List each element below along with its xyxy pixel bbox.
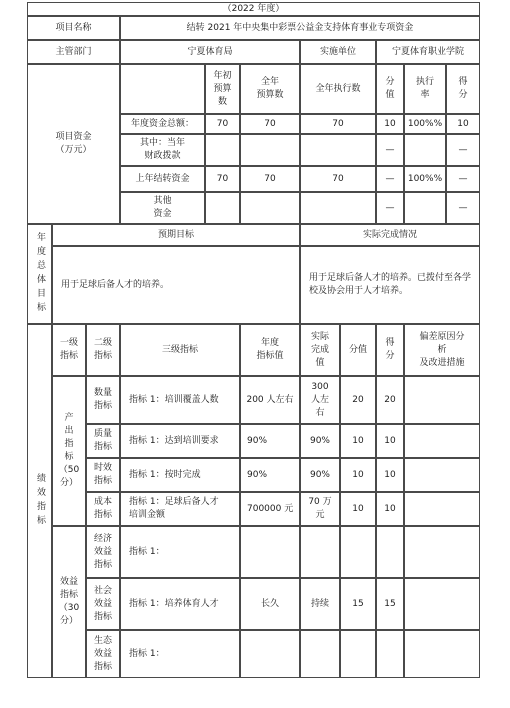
score-cell: 10: [376, 458, 404, 492]
impl-label: 实施单位: [300, 40, 376, 64]
funds-value: 10: [376, 114, 404, 134]
score-cell: 10: [376, 424, 404, 458]
funds-annual: 70: [240, 114, 300, 134]
funds-executed: [300, 134, 376, 166]
funds-row-label: 年度资金总额：: [120, 114, 205, 134]
value-cell: 15: [340, 578, 376, 630]
actual-cell: [300, 526, 340, 578]
funds-initial: 70: [205, 114, 240, 134]
funds-rate: [404, 192, 446, 224]
funds-row-label: 其中：当年 财政拨款: [120, 134, 205, 166]
expected-goal-text: 用于足球后备人才的培养。: [52, 246, 300, 324]
score-cell: 20: [376, 376, 404, 424]
funds-rate: [404, 134, 446, 166]
level2-cell: 质量 指标: [86, 424, 120, 458]
funds-value: —: [376, 134, 404, 166]
col-level1: 一级 指标: [52, 324, 86, 376]
funds-rate: 100%%: [404, 114, 446, 134]
level3-cell: 指标 1：: [120, 526, 240, 578]
level3-cell: 指标 1：达到培训要求: [120, 424, 240, 458]
col-annual-budget: 全年 预算数: [240, 64, 300, 114]
value-cell: 10: [340, 492, 376, 526]
target-cell: 200 人左右: [240, 376, 300, 424]
col-reason: 偏差原因分 析 及改进措施: [404, 324, 480, 376]
actual-cell: 90%: [300, 424, 340, 458]
funds-corner-cell: [120, 64, 205, 114]
value-cell: [340, 526, 376, 578]
reason-cell: [404, 526, 480, 578]
funds-executed: 70: [300, 166, 376, 192]
funds-rate: 100%%: [404, 166, 446, 192]
funds-value: —: [376, 166, 404, 192]
funds-score: —: [446, 166, 480, 192]
value-cell: 10: [340, 458, 376, 492]
actual-cell: 90%: [300, 458, 340, 492]
target-cell: 90%: [240, 424, 300, 458]
level2-cell: 生态 效益 指标: [86, 630, 120, 678]
actual-result-header: 实际完成情况: [300, 224, 480, 246]
reason-cell: [404, 630, 480, 678]
funds-initial: [205, 192, 240, 224]
level2-cell: 成本 指标: [86, 492, 120, 526]
impl-value: 宁夏体育职业学院: [376, 40, 480, 64]
level3-cell: 指标 1：按时完成: [120, 458, 240, 492]
funds-executed: 70: [300, 114, 376, 134]
funds-score: —: [446, 192, 480, 224]
level3-cell: 指标 1：培养体育人才: [120, 578, 240, 630]
year-header: （2022 年度）: [27, 2, 480, 16]
dept-label: 主管部门: [27, 40, 120, 64]
col-executed: 全年执行数: [300, 64, 376, 114]
reason-cell: [404, 492, 480, 526]
funds-score: —: [446, 134, 480, 166]
target-cell: 700000 元: [240, 492, 300, 526]
actual-cell: [300, 630, 340, 678]
actual-cell: 持续: [300, 578, 340, 630]
funds-row-label: 上年结转资金: [120, 166, 205, 192]
goals-side-label: 年度总体目标: [27, 224, 52, 324]
level3-cell: 指标 1：培训覆盖人数: [120, 376, 240, 424]
reason-cell: [404, 424, 480, 458]
col-score: 得 分: [446, 64, 480, 114]
level3-cell: 指标 1：足球后备人才 培训金额: [120, 492, 240, 526]
score-cell: 10: [376, 492, 404, 526]
level2-cell: 数量 指标: [86, 376, 120, 424]
funds-executed: [300, 192, 376, 224]
score-cell: 15: [376, 578, 404, 630]
col-initial-budget: 年初 预算 数: [205, 64, 240, 114]
funds-annual: 70: [240, 166, 300, 192]
reason-cell: [404, 578, 480, 630]
perf-side-label: 绩效指标: [27, 324, 52, 678]
expected-goal-header: 预期目标: [52, 224, 300, 246]
col-actual: 实际 完成 值: [300, 324, 340, 376]
target-cell: 90%: [240, 458, 300, 492]
funds-annual: [240, 134, 300, 166]
value-cell: 10: [340, 424, 376, 458]
project-name-label: 项目名称: [27, 16, 120, 40]
level2-cell: 经济 效益 指标: [86, 526, 120, 578]
value-cell: 20: [340, 376, 376, 424]
level2-cell: 时效 指标: [86, 458, 120, 492]
col-exec-rate: 执行 率: [404, 64, 446, 114]
actual-cell: 300 人左 右: [300, 376, 340, 424]
level2-cell: 社会 效益 指标: [86, 578, 120, 630]
target-cell: [240, 526, 300, 578]
col-level3: 三级指标: [120, 324, 240, 376]
actual-result-text: 用于足球后备人才的培养。已拨付至各学校及协会用于人才培养。: [300, 246, 480, 324]
col-value: 分值: [340, 324, 376, 376]
score-cell: [376, 630, 404, 678]
funds-initial: [205, 134, 240, 166]
funds-annual: [240, 192, 300, 224]
group-benefit-indicators: 效益 指标 （30 分）: [52, 526, 86, 678]
funds-initial: 70: [205, 166, 240, 192]
target-cell: 长久: [240, 578, 300, 630]
col-score: 得 分: [376, 324, 404, 376]
funds-label: 项目资金 （万元）: [27, 64, 120, 224]
col-target: 年度 指标值: [240, 324, 300, 376]
level3-cell: 指标 1：: [120, 630, 240, 678]
target-cell: [240, 630, 300, 678]
project-name: 结转 2021 年中央集中彩票公益金支持体育事业专项资金: [120, 16, 480, 40]
reason-cell: [404, 458, 480, 492]
col-level2: 二级 指标: [86, 324, 120, 376]
dept-value: 宁夏体育局: [120, 40, 300, 64]
group-output-indicators: 产 出 指 标 （50 分）: [52, 376, 86, 526]
funds-row-label: 其他 资金: [120, 192, 205, 224]
reason-cell: [404, 376, 480, 424]
value-cell: [340, 630, 376, 678]
funds-value: —: [376, 192, 404, 224]
col-score-value: 分 值: [376, 64, 404, 114]
funds-score: 10: [446, 114, 480, 134]
score-cell: [376, 526, 404, 578]
actual-cell: 70 万 元: [300, 492, 340, 526]
